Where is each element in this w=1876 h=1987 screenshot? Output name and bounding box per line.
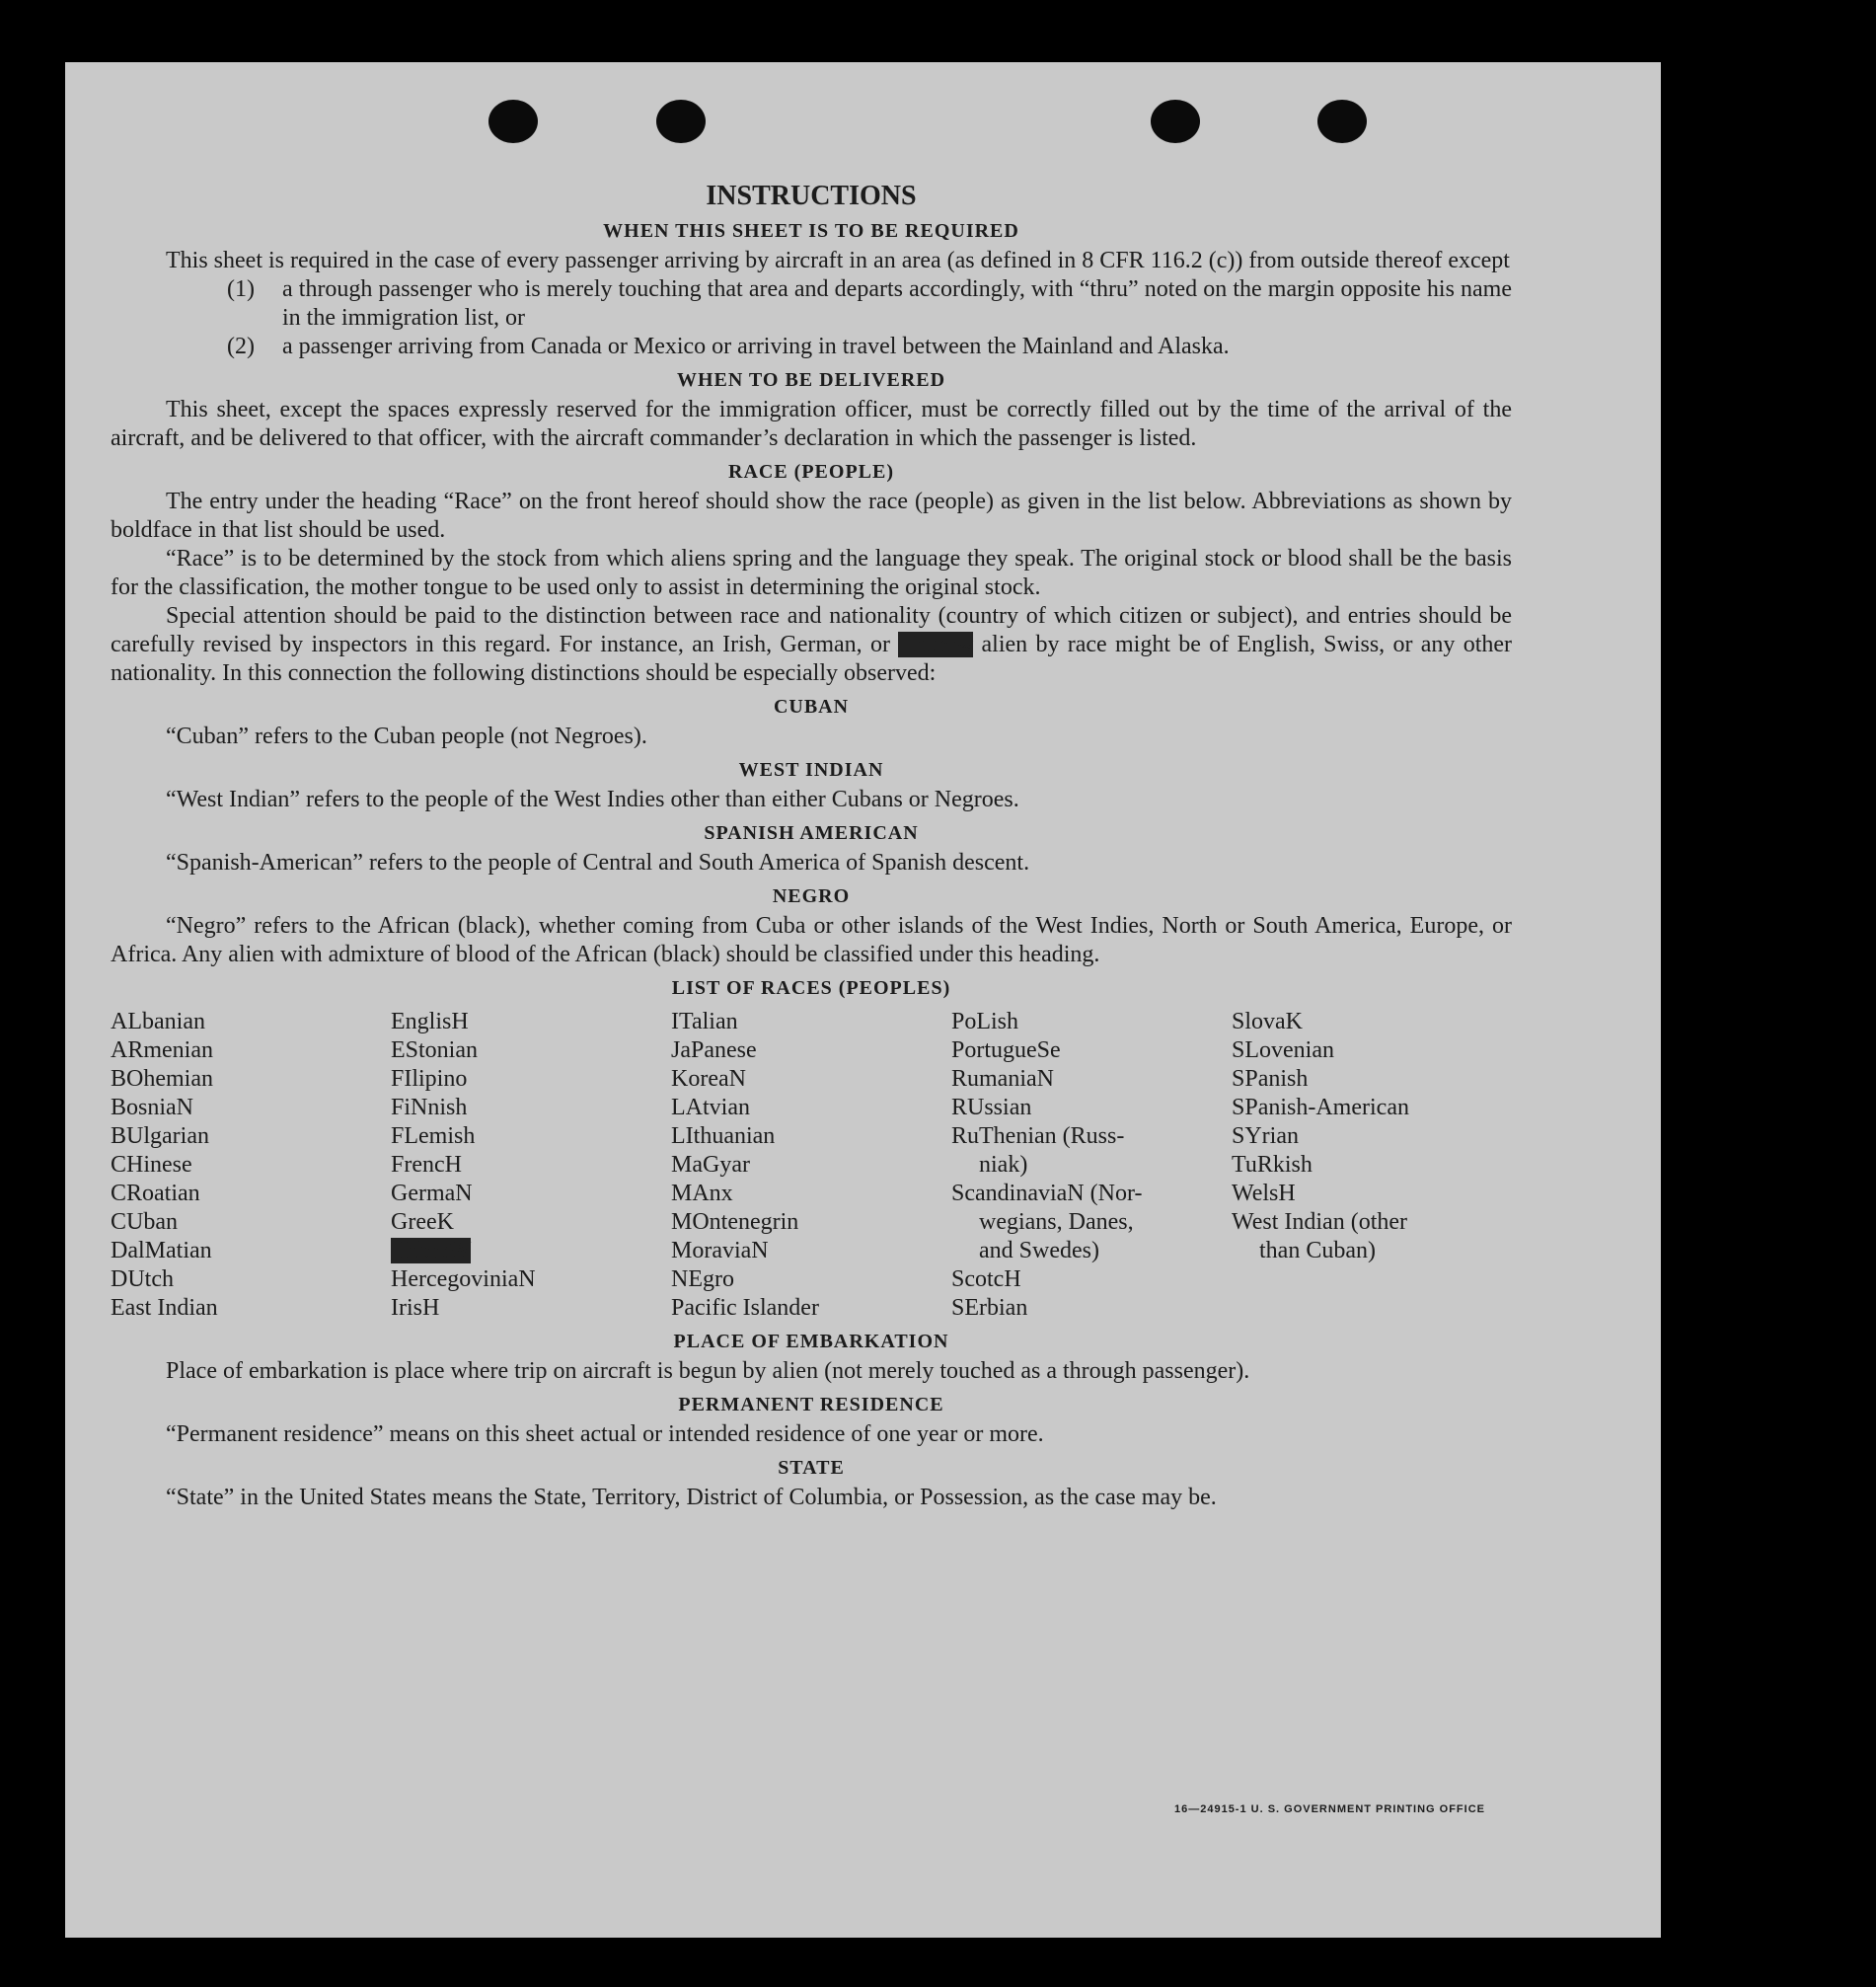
heading-spanish-american: SPANISH AMERICAN [704, 822, 919, 844]
exception-item [227, 275, 1512, 333]
punch-hole [1317, 100, 1367, 143]
punch-hole [488, 100, 538, 143]
race-entry: KoreaN [671, 1066, 746, 1092]
race-list [111, 1008, 1512, 1323]
heading-negro: NEGRO [772, 885, 851, 907]
race-column [111, 1008, 391, 1323]
race-entry-line: niak) [979, 1152, 1028, 1178]
punch-hole [1151, 100, 1200, 143]
race-entry-line: wegians, Danes, [979, 1209, 1134, 1235]
item-number: (2) [227, 334, 255, 359]
instructions-content [111, 181, 1512, 1512]
race-entry: FIlipino [391, 1066, 468, 1092]
race-entry: SLovenian [1232, 1037, 1334, 1063]
race-column [1232, 1008, 1512, 1323]
race-entry-continued [1232, 1237, 1512, 1265]
race-entry: EStonian [391, 1037, 478, 1063]
race-entry: SYrian [1232, 1123, 1299, 1149]
cuban-text: “Cuban” refers to the Cuban people (not Negroes). [166, 724, 647, 749]
race-entry: IrisH [391, 1295, 440, 1321]
race-entry: CUban [111, 1209, 178, 1235]
race-entry-continued [951, 1237, 1232, 1265]
race-entry-continued [951, 1208, 1232, 1237]
race-entry: LAtvian [671, 1095, 750, 1120]
race-entry: MoraviaN [671, 1238, 769, 1263]
race-entry: BUlgarian [111, 1123, 209, 1149]
race-paragraph-2: “Race” is to be determined by the stock from which aliens spring and the language they speak. The original stock or blood shall be the basis for the classification, the mother tongue to be used only to assist in determining the original stock. [111, 546, 1512, 600]
heading-state: STATE [778, 1457, 845, 1479]
race-entry-line: than Cuban) [1259, 1238, 1376, 1263]
race-entry: GreeK [391, 1209, 454, 1235]
race-entry: CHinese [111, 1152, 192, 1178]
heading-residence: PERMANENT RESIDENCE [678, 1394, 944, 1415]
heading-list-of-races: LIST OF RACES (PEOPLES) [671, 977, 951, 999]
required-intro: This sheet is required in the case of every passenger arriving by aircraft in an area (as defined in 8 CFR 116.2 (c)) from outside thereof except [166, 248, 1510, 273]
residence-text: “Permanent residence” means on this sheet actual or intended residence of one year or more. [166, 1421, 1044, 1447]
heading-required: WHEN THIS SHEET IS TO BE REQUIRED [603, 220, 1019, 242]
race-entry: BOhemian [111, 1066, 213, 1092]
race-entry: ARmenian [111, 1037, 213, 1063]
heading-embarkation: PLACE OF EMBARKATION [673, 1331, 949, 1352]
delivered-text: This sheet, except the spaces expressly reserved for the immigration officer, must be correctly filled out by the time of the arrival of the aircraft, and be delivered to that officer, with the aircraft commander’s declaration in which the passenger is listed. [111, 397, 1512, 451]
race-entry-redacted [391, 1237, 671, 1265]
race-entry: FiNnish [391, 1095, 468, 1120]
race-entry: FrencH [391, 1152, 462, 1178]
race-entry: JaPanese [671, 1037, 757, 1063]
page-title: INSTRUCTIONS [706, 181, 917, 211]
race-entry: MaGyar [671, 1152, 750, 1178]
race-entry: Pacific Islander [671, 1295, 819, 1321]
race-column [671, 1008, 951, 1323]
race-entry: LIthuanian [671, 1123, 776, 1149]
spanish-american-text: “Spanish-American” refers to the people of Central and South America of Spanish descent. [166, 850, 1030, 876]
race-entry: DUtch [111, 1266, 174, 1292]
redacted-word: Hebrew [898, 632, 974, 657]
race-entry: SlovaK [1232, 1009, 1303, 1034]
race-p3-after: alien by race might be of English, Swiss, or any other nationality. In this connection the following distinctions should be especially observed: [111, 632, 1513, 686]
race-entry: West Indian (other [1232, 1209, 1408, 1235]
race-entry: SPanish-American [1232, 1095, 1409, 1120]
race-entry: RUssian [951, 1095, 1032, 1120]
race-entry: BosniaN [111, 1095, 193, 1120]
exception-item [227, 333, 1512, 361]
race-entry: PoLish [951, 1009, 1019, 1034]
item-text: a through passenger who is merely touching that area and departs accordingly, with “thru” noted on the margin opposite his name in the immigration list, or [282, 276, 1512, 331]
race-entry: TuRkish [1232, 1152, 1313, 1178]
race-entry: SPanish [1232, 1066, 1309, 1092]
race-entry-line: and Swedes) [979, 1238, 1099, 1263]
race-entry: NEgro [671, 1266, 734, 1292]
race-column [951, 1008, 1232, 1323]
heading-cuban: CUBAN [773, 696, 850, 718]
race-entry: WelsH [1232, 1181, 1296, 1206]
race-entry: GermaN [391, 1181, 473, 1206]
race-entry: PortugueSe [951, 1037, 1061, 1063]
race-paragraph-3 [111, 602, 1512, 688]
west-indian-text: “West Indian” refers to the people of the West Indies other than either Cubans or Negroes. [166, 787, 1019, 812]
heading-west-indian: WEST INDIAN [738, 759, 884, 781]
printing-office-footer: 16—24915-1 U. S. GOVERNMENT PRINTING OFFICE [1173, 1803, 1485, 1815]
race-entry: EnglisH [391, 1009, 469, 1034]
negro-text: “Negro” refers to the African (black), whether coming from Cuba or other islands of the West Indies, North or South America, Europe, or Africa. Any alien with admixture of blood of the African (black) should be classified under this heading. [111, 913, 1512, 967]
race-p3-before: Special attention should be paid to the distinction between race and nationality (country of which citizen or subject), and entries should be carefully revised by inspectors in this regard. For instance, an Irish, German, or [111, 603, 1512, 657]
race-entry: HercegoviniaN [391, 1266, 536, 1292]
race-entry: ScotcH [951, 1266, 1021, 1292]
race-paragraph-1: The entry under the heading “Race” on the front hereof should show the race (people) as given in the list below. Abbreviations as shown by boldface in that list should be used. [111, 489, 1512, 543]
race-column [391, 1008, 671, 1323]
item-text: a passenger arriving from Canada or Mexico or arriving in travel between the Mainland and Alaska. [282, 334, 1230, 359]
item-number: (1) [227, 276, 255, 302]
punch-hole [656, 100, 706, 143]
race-entry: ITalian [671, 1009, 738, 1034]
race-entry: ALbanian [111, 1009, 205, 1034]
race-entry: RuThenian (Russ- [951, 1123, 1125, 1149]
race-entry: DalMatian [111, 1238, 212, 1263]
race-entry-continued [951, 1151, 1232, 1180]
race-entry: CRoatian [111, 1181, 200, 1206]
race-entry: RumaniaN [951, 1066, 1054, 1092]
race-entry: MOntenegrin [671, 1209, 799, 1235]
race-entry: MAnx [671, 1181, 733, 1206]
form-sheet [65, 62, 1661, 1938]
heading-delivered: WHEN TO BE DELIVERED [676, 369, 946, 391]
state-text: “State” in the United States means the State, Territory, District of Columbia, or Possession, as the case may be. [166, 1485, 1217, 1510]
race-entry: FLemish [391, 1123, 476, 1149]
race-entry: ScandinaviaN (Nor- [951, 1181, 1143, 1206]
race-entry: SErbian [951, 1295, 1028, 1321]
race-entry: East Indian [111, 1295, 218, 1321]
redacted-word: HebreW [391, 1238, 472, 1263]
heading-race: RACE (PEOPLE) [728, 461, 894, 483]
embarkation-text: Place of embarkation is place where trip on aircraft is begun by alien (not merely touched as a through passenger). [166, 1358, 1250, 1384]
